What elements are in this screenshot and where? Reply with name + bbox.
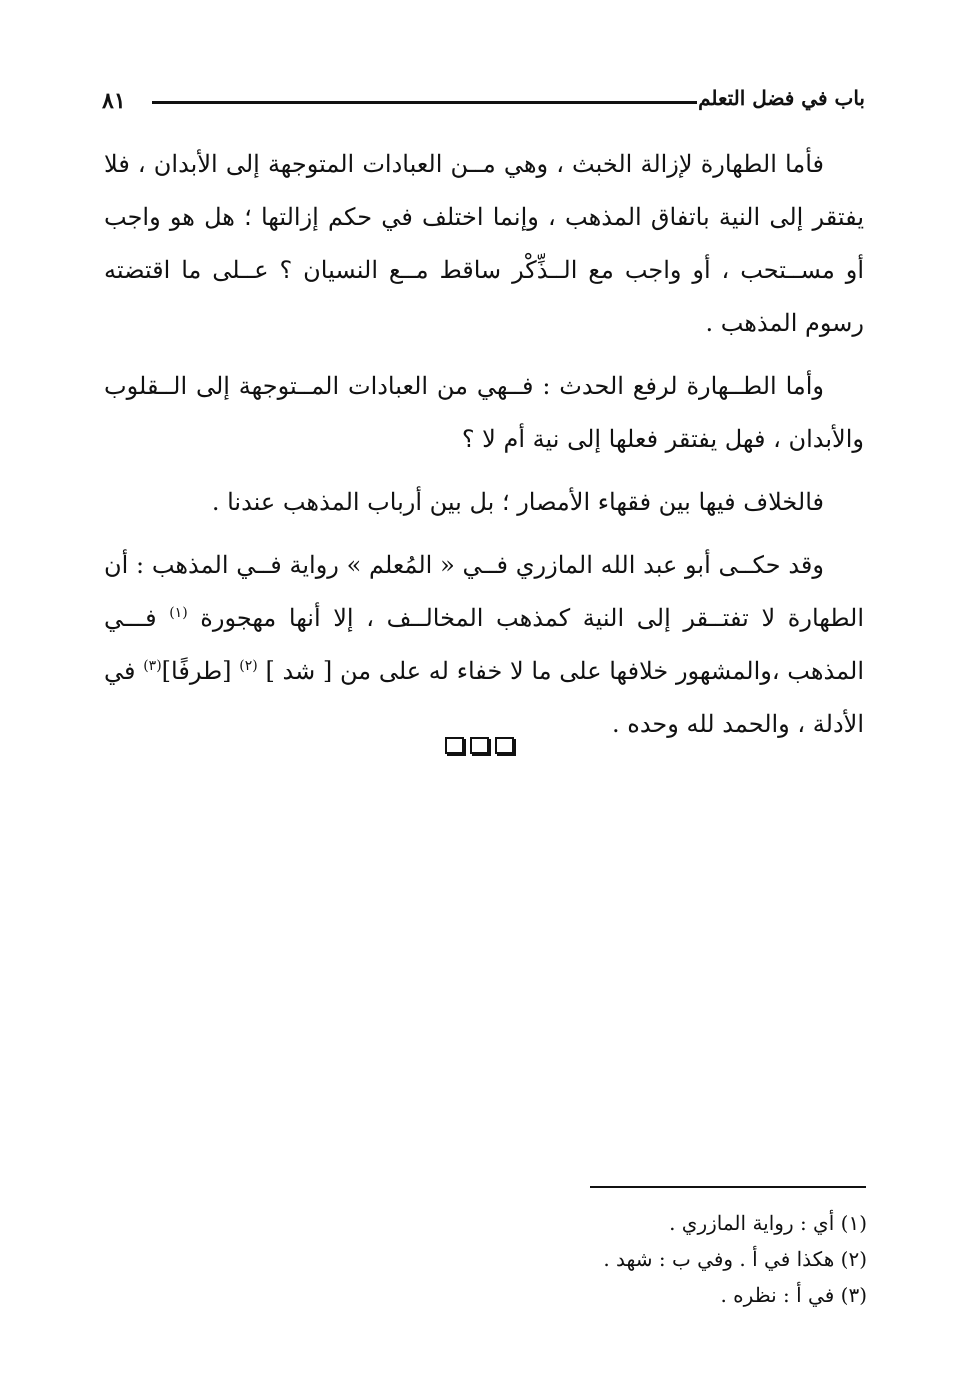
running-title: باب في فضل التعلم [698, 86, 865, 110]
section-end-ornament [0, 735, 959, 754]
footnote: (٢) هكذا في أ . وفي ب : شهد . [603, 1247, 867, 1271]
header-rule [152, 101, 697, 104]
footnote: (٣) في أ : نظره . [720, 1283, 867, 1307]
paragraph-text: فـــي المذهب ،والمشهور خلافها على ما لا خفاء له على من [ شد ] [104, 604, 864, 685]
paragraph: فالخلاف فيها بين فقهاء الأمصار ؛ بل بين أرباب المذهب عندنا . [211, 488, 824, 516]
footnote-ref: (٣) [143, 658, 162, 674]
footnote: (١) أي : رواية المازري . [669, 1211, 867, 1235]
paragraph-text: في الأدلة ، والحمد لله وحده . [104, 657, 864, 738]
paragraph-text: [طرفًا] [161, 657, 232, 685]
ornament-square-icon [470, 737, 489, 754]
page-header [100, 84, 865, 120]
footnote-ref: (١) [169, 605, 188, 621]
paragraph: فأما الطهارة لإزالة الخبث ، وهي مــن العبادات المتوجهة إلى الأبدان ، فلا يفتقر إلى النية باتفاق المذهب ، وإنما اختلف في حكم إزالتها ؛ هل هو واجب أو مســتحب ، أو واجب مع الــذِّكْر ساقط مــع النسيان ؟ عــلى ما اقتضته رسوم المذهب . [104, 150, 864, 337]
footnote-separator [590, 1186, 866, 1188]
ornament-square-icon [445, 737, 464, 754]
paragraph-text: وقد حكــى أبو عبد الله المازري فــي « المُعلم » رواية فــي المذهب : أن الطهارة لا تفتــقر إلى النية كمذهب المخالــف ، إلا أنها مهجورة [104, 551, 864, 632]
footnote-ref: (٢) [239, 658, 258, 674]
main-text [104, 138, 864, 761]
paragraph: وأما الطــهارة لرفع الحدث : فــهي من العبادات المــتوجهة إلى الــقلوب والأبدان ، فهل يفتقر فعلها إلى نية أم لا ؟ [104, 372, 864, 453]
footnotes [367, 1205, 867, 1313]
ornament-square-icon [495, 737, 514, 754]
page-number: ٨١ [102, 88, 126, 114]
paragraph [104, 539, 864, 751]
